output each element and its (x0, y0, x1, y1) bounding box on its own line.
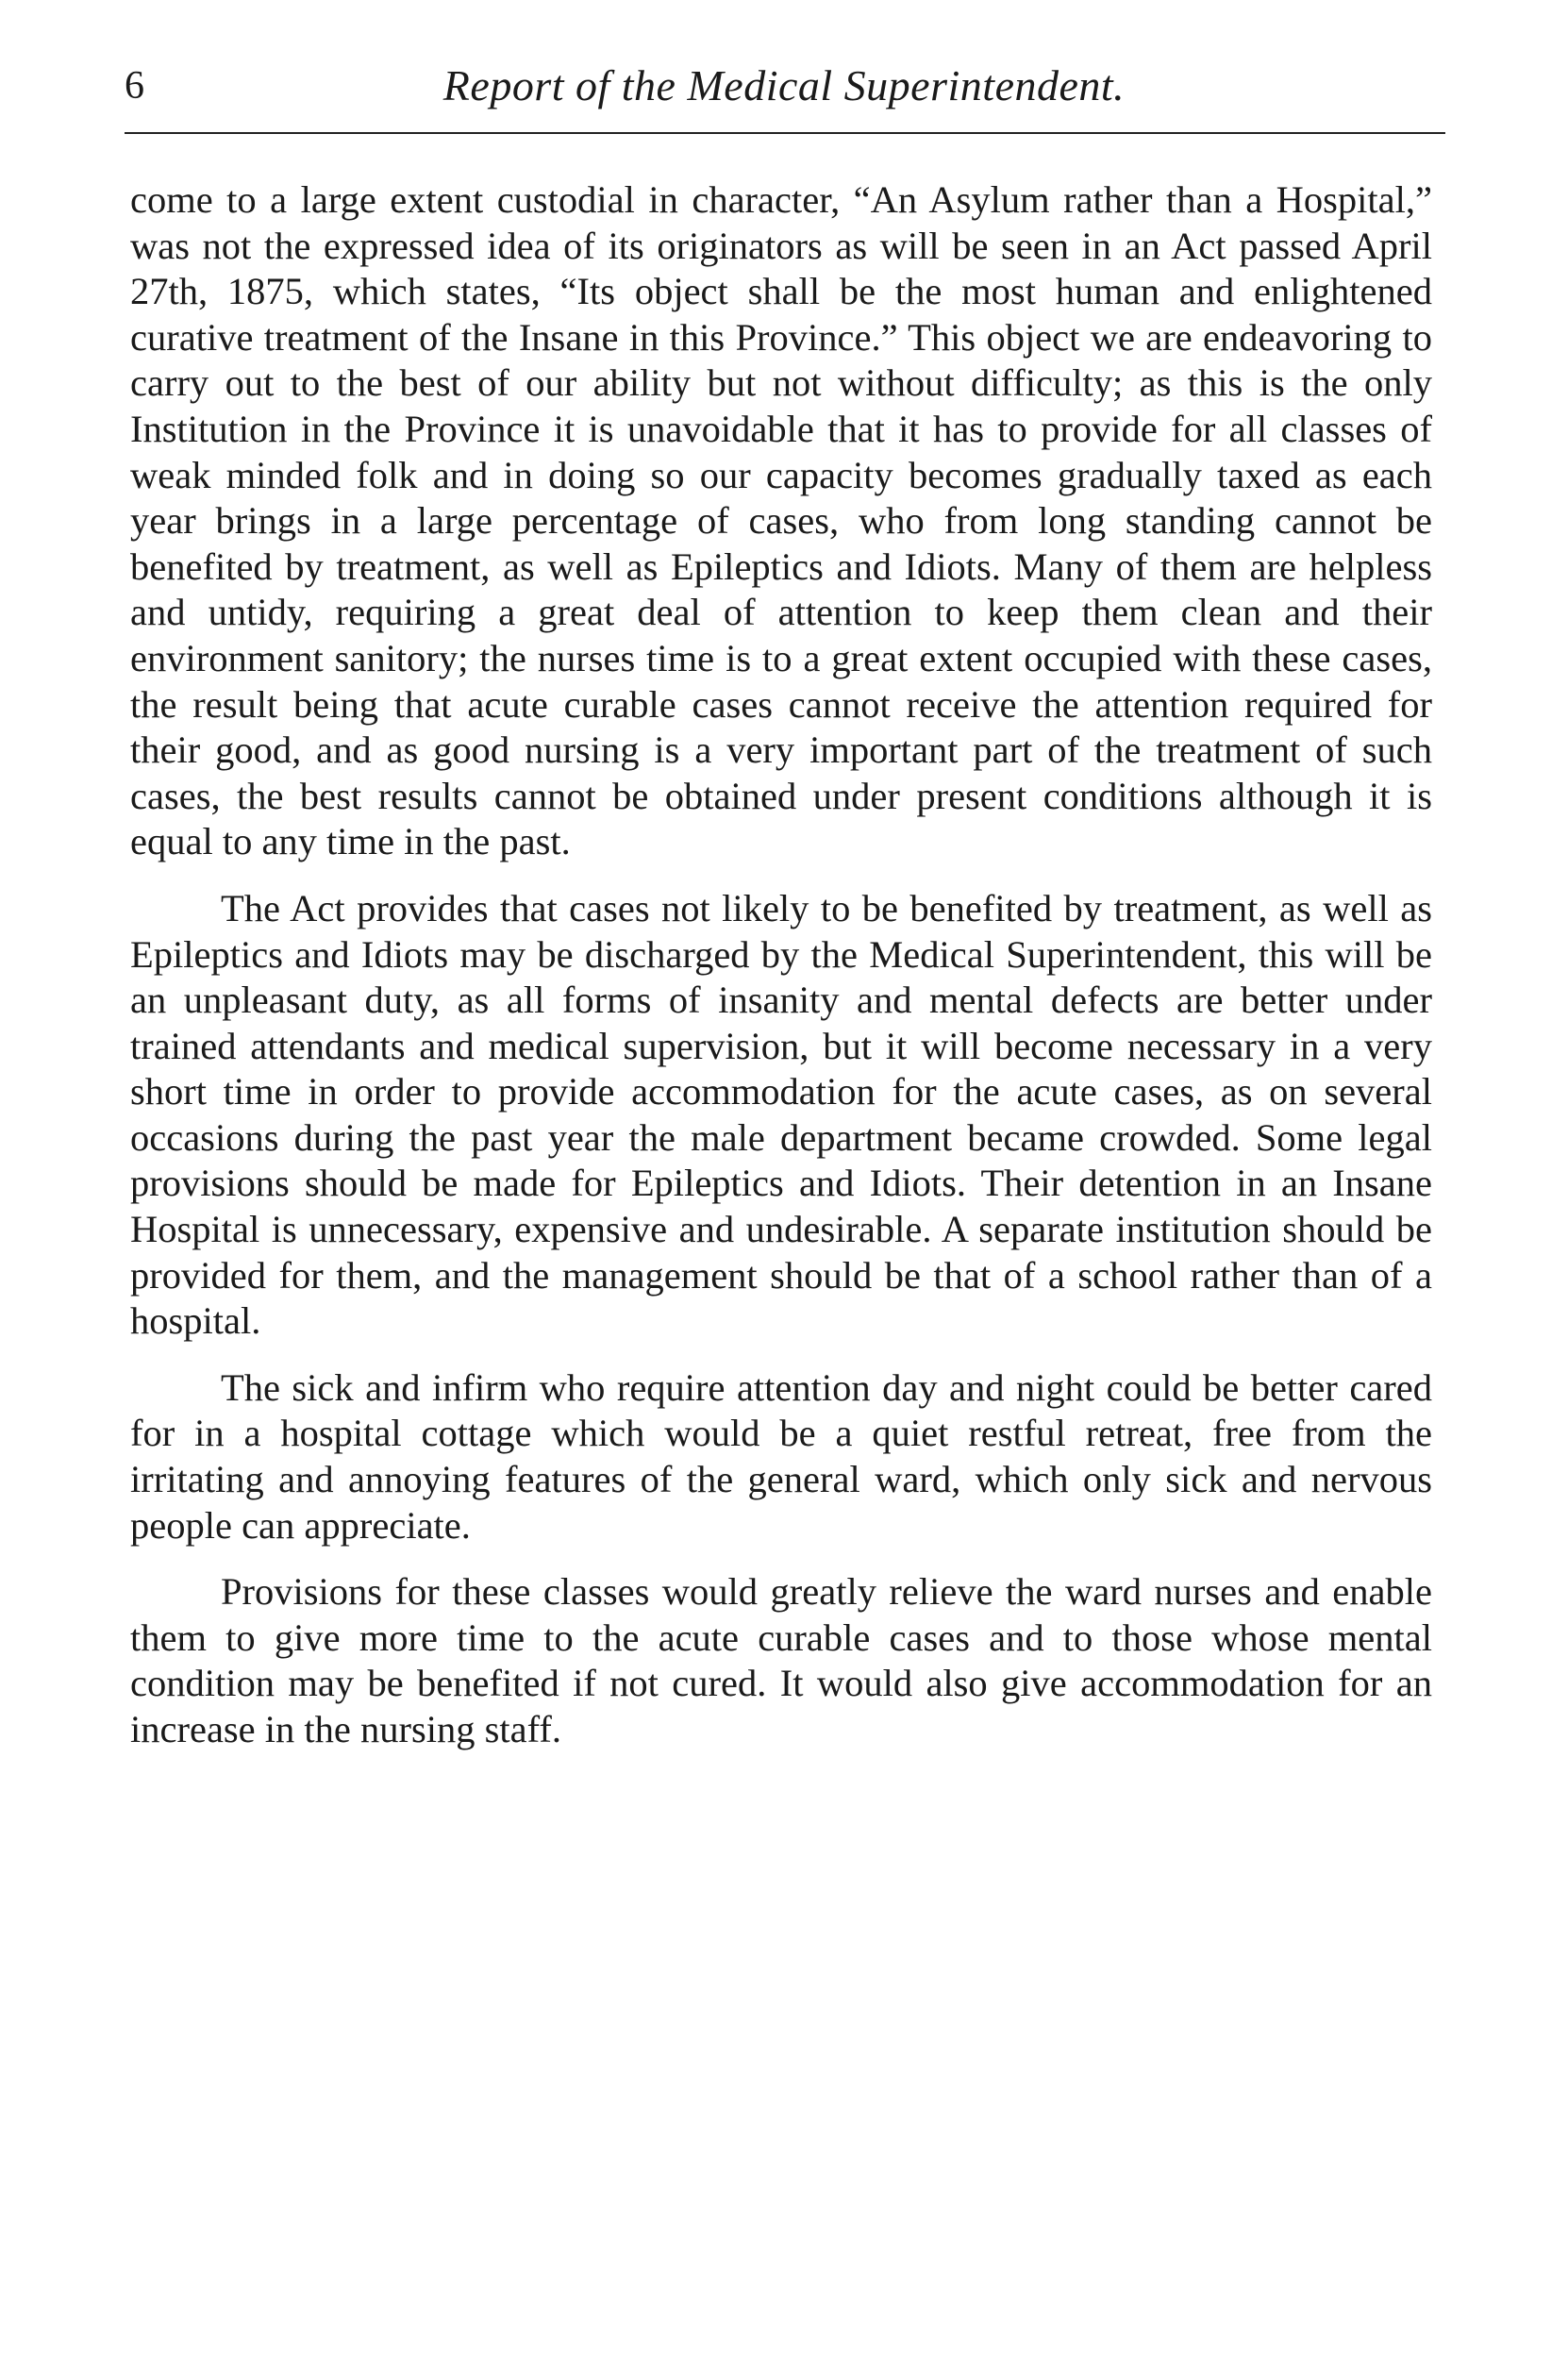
paragraph-3: The sick and infirm who require attention day and night could be better cared for in a hospital cottage which would be a quiet restful retreat, free from the irritating and annoying features of the general ward, which only sick and nervous people can appreciate. (130, 1365, 1432, 1547)
header-rule (125, 132, 1445, 134)
page-number: 6 (125, 64, 144, 108)
paragraph-1: come to a large extent custodial in character, “An Asylum rather than a Hospital,” was not the expressed idea of its originators as will be seen in an Act passed April 27th, 1875, which states, “Its object shall be the most human and enlightened curative treatment of the Insane in this Province.” This object we are endeavoring to carry out to the best of our ability but not without difficulty; as this is the only Institution in the Province it is unavoidable that it has to provide for all classes of weak minded folk and in doing so our capacity becomes gradually taxed as each year brings in a large percentage of cases, who from long standing cannot be benefited by treatment, as well as Epileptics and Idiots. Many of them are helpless and untidy, requiring a great deal of attention to keep them clean and their environment sanitory; the nurses time is to a great extent occupied with these cases, the result being that acute curable cases cannot receive the attention required for their good, and as good nursing is a very important part of the treatment of such cases, the best results cannot be obtained under present conditions although it is equal to any time in the past. (130, 178, 1432, 863)
paragraph-2: The Act provides that cases not likely to be benefited by treatment, as well as Epileptics and Idiots may be discharged by the Medical Superintendent, this will be an unpleasant duty, as all forms of insanity and mental defects are better under trained attendants and medical supervision, but it will become necessary in a very short time in order to provide accommodation for the acute cases, as on several occasions during the past year the male department became crowded. Some legal provisions should be made for Epileptics and Idiots. Their detention in an Insane Hospital is unnecessary, expensive and undesirable. A separate institution should be provided for them, and the management should be that of a school rather than of a hospital. (130, 886, 1432, 1343)
running-title: Report of the Medical Superintendent. (442, 61, 1126, 109)
body-text (130, 177, 1432, 1753)
paragraph-4: Provisions for these classes would greatly relieve the ward nurses and enable them to give more time to the acute curable cases and to those whose mental condition may be benefited if not cured. It would also give accommodation for an increase in the nursing staff. (130, 1570, 1432, 1750)
